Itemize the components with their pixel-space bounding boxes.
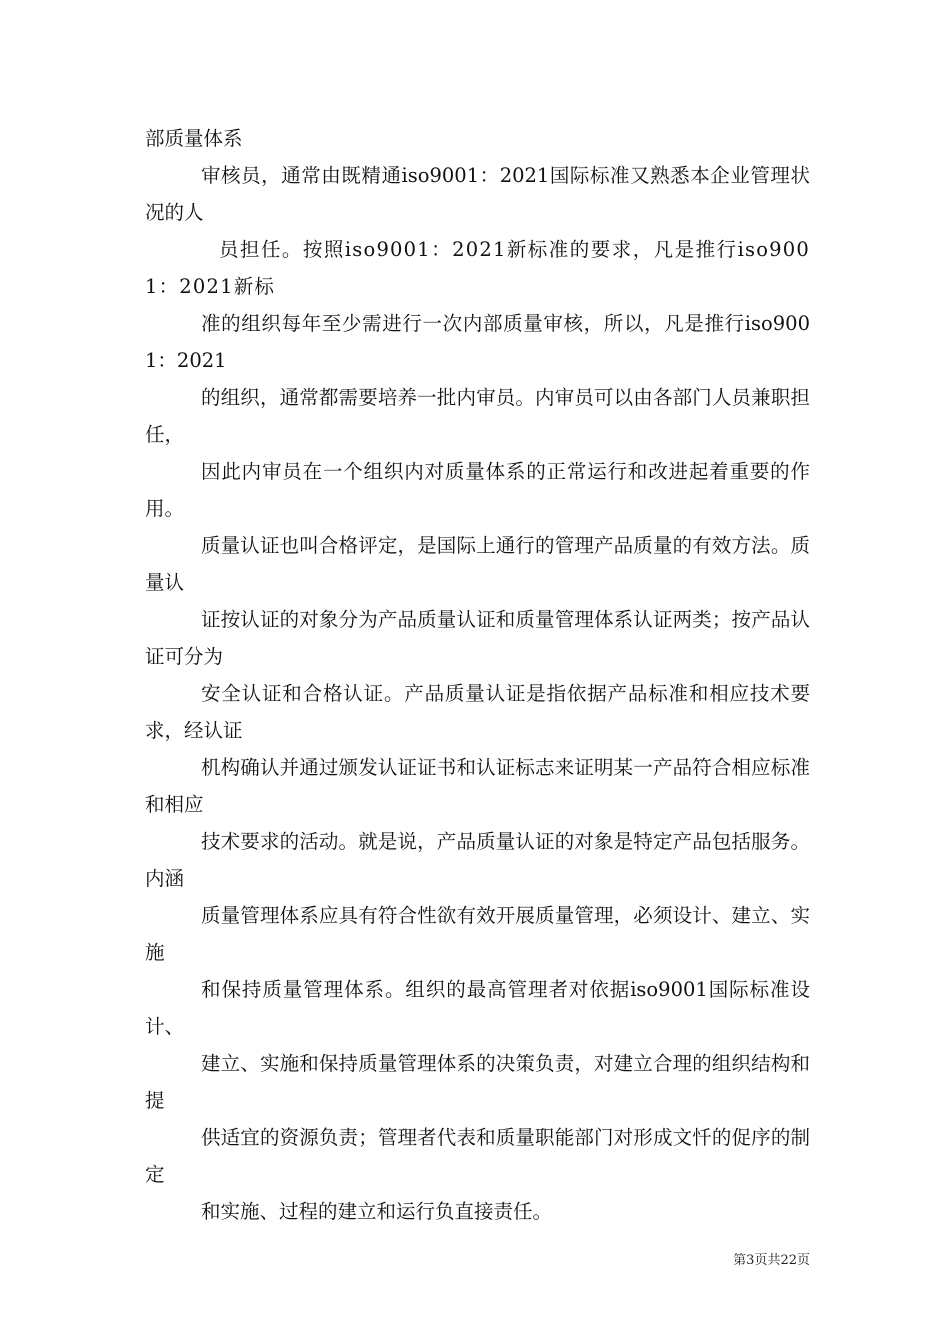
paragraph-16: 和实施、过程的建立和运行负直接责任。: [201, 1200, 553, 1223]
document-body: [145, 120, 810, 1230]
paragraph-11: 技术要求的活动。就是说，产品质量认证的对象是特定产品包括服务。内涵: [145, 830, 810, 890]
paragraph-10: 机构确认并通过颁发认证证书和认证标志来证明某一产品符合相应标准和相应: [145, 756, 810, 816]
paragraph-4: 准的组织每年至少需进行一次内部质量审核，所以，凡是推行iso9001：2021: [145, 312, 810, 372]
paragraph-13: 和保持质量管理体系。组织的最高管理者对依据iso9001国际标准设计、: [145, 978, 810, 1038]
paragraph-8: 证按认证的对象分为产品质量认证和质量管理体系认证两类；按产品认证可分为: [145, 608, 810, 668]
paragraph-5: 的组织，通常都需要培养一批内审员。内审员可以由各部门人员兼职担任，: [145, 386, 810, 446]
paragraph-1: 部质量体系: [145, 127, 243, 150]
paragraph-3: 员担任。按照iso9001：2021新标准的要求，凡是推行iso9001：2021新标: [145, 238, 810, 298]
page-number: 第3页共22页: [733, 1253, 810, 1268]
paragraph-2: 审核员，通常由既精通iso9001：2021国际标准又熟悉本企业管理状况的人: [145, 164, 810, 224]
paragraph-15: 供适宜的资源负责；管理者代表和质量职能部门对形成文忏的促序的制定: [145, 1126, 810, 1186]
paragraph-6: 因此内审员在一个组织内对质量体系的正常运行和改进起着重要的作用。: [145, 460, 810, 520]
paragraph-9: 安全认证和合格认证。产品质量认证是指依据产品标准和相应技术要求，经认证: [145, 682, 810, 742]
paragraph-7: 质量认证也叫合格评定，是国际上通行的管理产品质量的有效方法。质量认: [145, 534, 810, 594]
paragraph-12: 质量管理体系应具有符合性欲有效开展质量管理，必须设计、建立、实施: [145, 904, 810, 964]
paragraph-14: 建立、实施和保持质量管理体系的决策负责，对建立合理的组织结构和提: [145, 1052, 810, 1112]
